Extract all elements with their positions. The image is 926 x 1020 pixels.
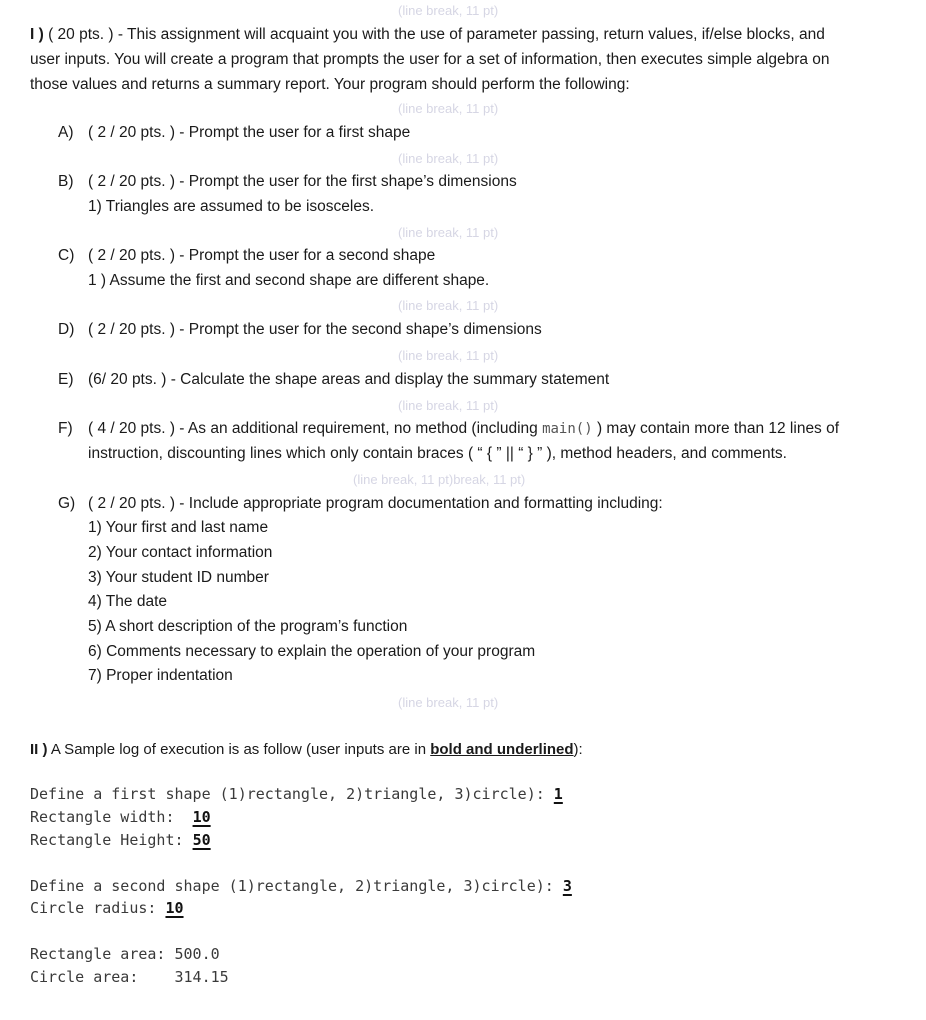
log-user-input: 3 [562,877,572,895]
section1-heading-number: I ) [30,26,44,43]
log-prompt: Circle radius: [30,899,166,917]
log-prompt: Define a second shape (1)rectangle, 2)triangle, 3)circle): [30,877,563,895]
log-user-input: 10 [165,899,184,917]
log-output-value: 500.0 [174,945,220,963]
line-break-marker: (line break, 11 pt) [398,695,499,710]
line-break-marker: (line break, 11 pt) [398,151,499,166]
section1-intro-text: ( 20 pts. ) - This assignment will acquaint you with the use of parameter passing, return values, if/else blocks, and [43,26,825,43]
line-break-marker: (line break, 11 pt) [398,3,499,18]
log-output-label: Rectangle area: [30,945,175,963]
log-prompt: Rectangle width: [30,808,193,826]
list-text: (6/ 20 pts. ) - Calculate the shape areas and display the summary statement [88,371,610,388]
line-break-marker: (line break, 11 pt) [398,101,499,116]
section2-heading-number: II ) [30,741,48,758]
list-text: ( 2 / 20 pts. ) - Prompt the user for the first shape’s dimensions [88,173,517,190]
sub-item: 5) A short description of the program’s function [88,618,408,635]
sub-item: 1) Your first and last name [88,519,269,536]
log-output-value: 314.15 [174,968,229,986]
list-text-before: ( 4 / 20 pts. ) - As an additional requirement, no method (including [88,420,543,437]
list-label: F) [58,420,73,437]
list-label: G) [58,495,76,512]
list-text: ( 2 / 20 pts. ) - Prompt the user for a first shape [88,124,411,141]
list-text [88,420,839,438]
list-label: D) [58,321,75,338]
section2-intro [30,741,583,758]
log-prompt: Rectangle Height: [30,831,193,849]
sub-item: 6) Comments necessary to explain the operation of your program [88,643,536,660]
list-text-after: ) may contain more than 12 lines of [592,420,840,437]
sub-item: 1) Triangles are assumed to be isosceles. [88,198,375,215]
sub-item: 3) Your student ID number [88,569,269,586]
log-line-width [30,808,211,826]
log-line-first-shape [30,785,563,803]
list-label: C) [58,247,75,264]
list-text: ( 2 / 20 pts. ) - Include appropriate program documentation and formatting including: [88,495,663,512]
line-break-marker: (line break, 11 pt) [398,225,499,240]
log-user-input: 1 [553,785,563,803]
sub-item: 4) The date [88,593,167,610]
section1-intro-line1 [30,22,825,47]
sub-item: 7) Proper indentation [88,667,233,684]
section2-intro-text: A Sample log of execution is as follow (user inputs are in [47,741,431,758]
log-line-second-shape [30,877,572,895]
log-prompt: Define a first shape (1)rectangle, 2)triangle, 3)circle): [30,785,554,803]
section1-intro-line2: user inputs. You will create a program that prompts the user for a set of information, then executes simple algebra on [30,51,830,68]
log-line-height [30,831,211,849]
list-label: A) [58,124,74,141]
log-user-input: 10 [192,808,211,826]
list-label: B) [58,173,74,190]
log-line-rect-area [30,945,220,963]
sub-item: 2) Your contact information [88,544,273,561]
line-break-marker: (line break, 11 pt) [398,348,499,363]
section2-intro-end: ): [573,741,583,758]
sub-item: 1 ) Assume the first and second shape are different shape. [88,272,490,289]
line-break-marker: (line break, 11 pt) [398,298,499,313]
log-line-circle-area [30,968,229,986]
line-break-marker: (line break, 11 pt)break, 11 pt) [353,472,526,487]
line-break-marker: (line break, 11 pt) [398,398,499,413]
inline-code: main() [542,421,593,437]
list-text: ( 2 / 20 pts. ) - Prompt the user for the second shape’s dimensions [88,321,542,338]
list-text: ( 2 / 20 pts. ) - Prompt the user for a second shape [88,247,436,264]
list-item-f-line2: instruction, discounting lines which only contain braces ( “ { ” || “ } ” ), method headers, and comments. [88,445,787,462]
section1-intro-line3: those values and returns a summary report. Your program should perform the following: [30,76,630,93]
section2-intro-emphasis: bold and underlined [430,741,574,758]
log-output-label: Circle area: [30,968,175,986]
list-label: E) [58,371,74,388]
log-user-input: 50 [192,831,211,849]
log-line-radius [30,899,184,917]
